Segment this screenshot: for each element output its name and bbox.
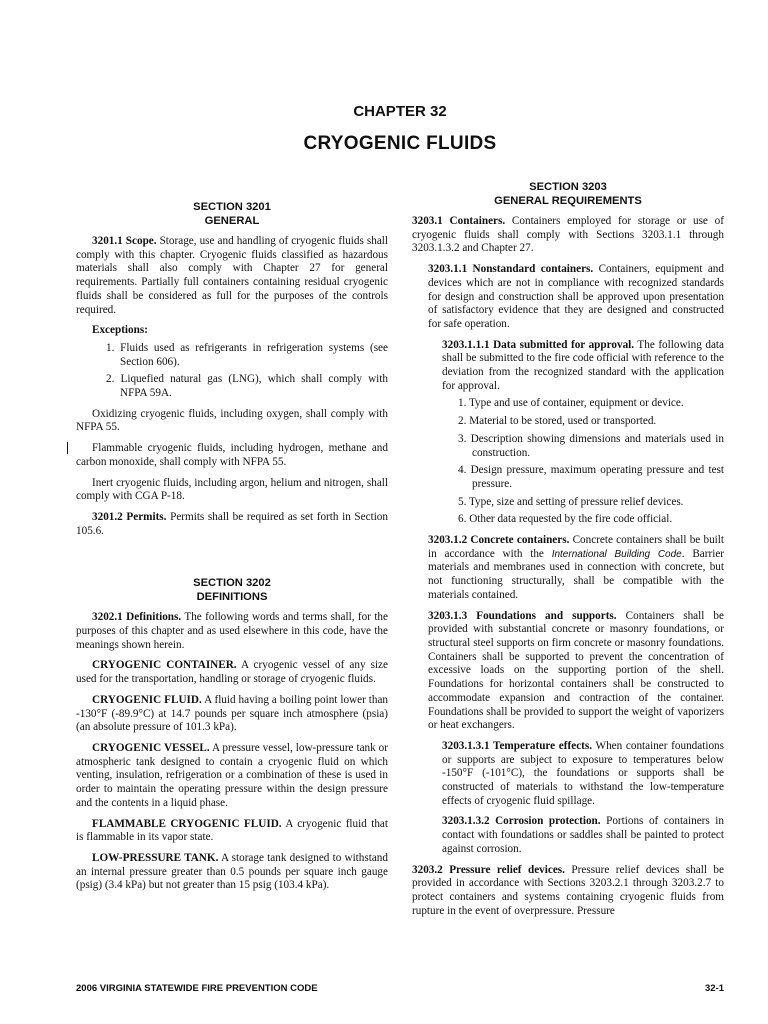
paragraph-flammable: Flammable cryogenic fluids, including hydrogen, methane and carbon monoxide, shall comply with NFPA 55. (76, 442, 388, 468)
paragraph-3203-1-2-text-a: Concrete containers shall be built in accordance with the (428, 534, 724, 560)
definition (76, 818, 388, 845)
definition (76, 742, 388, 811)
paragraph-3203-1-2 (412, 534, 724, 603)
definition (76, 852, 388, 893)
paragraph-3203-1-1-head: 3203.1.1 Nonstandard containers. (428, 263, 594, 276)
section-3201-number: SECTION 3201 (193, 201, 271, 213)
paragraph-3203-1-2-head: 3203.1.2 Concrete containers. (428, 534, 570, 547)
definition-text: A cryogenic vessel of any size used for the transportation, handling or storage of cryogenic fluids. (76, 659, 388, 686)
left-column (76, 200, 388, 893)
change-bar (67, 442, 68, 454)
paragraph-3203-1-3-1 (412, 740, 724, 809)
paragraph-3202-1-head: 3202.1 Definitions. (92, 611, 182, 624)
data-items-list (412, 397, 724, 527)
data-item: 1. Type and use of container, equipment or device. (458, 397, 684, 410)
footer-code-title: 2006 VIRGINIA STATEWIDE FIRE PREVENTION CODE (76, 983, 318, 994)
paragraph-3203-2-text: Pressure relief devices shall be provided in accordance with Sections 3203.2.1 through 3203.2.7 to protect containers and systems containing cryogenic fluids from rupture in the event of overpressure. Pressure (412, 863, 724, 917)
data-item: 2. Material to be stored, used or transported. (458, 415, 657, 428)
right-column (412, 180, 724, 918)
paragraph-3203-1-2-text-b: . Barrier materials and membranes used in connection with concrete, but not functioning structurally, shall be compatible with the materials contained. (428, 547, 725, 601)
paragraph-3203-1-1 (412, 263, 724, 332)
page-number: 32-1 (704, 983, 724, 994)
paragraph-3203-1-text: Containers employed for storage or use of cryogenic fluids shall comply with Sections 3203.1.1 through 3203.1.3.2 and Chapter 27. (412, 215, 724, 255)
definition-term: CRYOGENIC FLUID. (92, 693, 202, 706)
chapter-title: CRYOGENIC FLUIDS (303, 133, 497, 154)
page-footer (76, 983, 724, 994)
paragraph-3203-1 (412, 215, 724, 256)
exceptions-list (76, 342, 388, 401)
paragraph-3201-1 (76, 235, 388, 317)
definition-term: CRYOGENIC VESSEL. (92, 741, 210, 754)
data-item: 3. Description showing dimensions and materials used in construction. (458, 432, 724, 459)
definition-term: CRYOGENIC CONTAINER. (92, 659, 237, 672)
ibc-reference: International Building Code (551, 548, 682, 560)
paragraph-3202-1 (76, 611, 388, 652)
paragraph-3203-1-3-1-head: 3203.1.3.1 Temperature effects. (442, 739, 593, 752)
exceptions-title: Exceptions: (92, 324, 148, 337)
definition-text: A storage tank designed to withstand an internal pressure greater than 0.5 pounds per square inch gauge (psig) (3.4 kPa) but not greater than 15 psig (103.4 kPa). (76, 851, 388, 892)
section-3203-title: GENERAL REQUIREMENTS (494, 195, 642, 207)
paragraph-3203-2 (412, 864, 724, 919)
definition-text: A pressure vessel, low-pressure tank or atmospheric tank designed to contain a cryogenic fluid on which venting, insulation, refrigeration or a combination of these is used in order to maintain the operating pressure within the design pressure and the contents in a liquid phase. (76, 741, 389, 809)
section-3201-title: GENERAL (204, 215, 260, 227)
definition (76, 694, 388, 735)
definition-text: A cryogenic fluid that is flammable in its vapor state. (76, 817, 388, 844)
paragraph-3203-1-head: 3203.1 Containers. (412, 215, 506, 227)
definition-term: LOW-PRESSURE TANK. (92, 851, 219, 864)
paragraph-3203-1-3-1-text: When container foundations or supports are subject to exposure to temperatures below -150°F (-101°C), the foundations or supports shall be constructed of materials to withstand the low-temperature effects of cryogenic fluid spillage. (442, 739, 724, 807)
paragraph-3203-2-head: 3203.2 Pressure relief devices. (412, 863, 565, 876)
data-item: 4. Design pressure, maximum operating pressure and test pressure. (458, 464, 724, 490)
paragraph-oxidizing: Oxidizing cryogenic fluids, including oxygen, shall comply with NFPA 55. (76, 407, 388, 434)
paragraph-3203-1-3-2 (412, 815, 724, 856)
paragraph-3203-1-3-2-head: 3203.1.3.2 Corrosion protection. (442, 815, 601, 828)
definition (76, 659, 388, 686)
paragraph-3203-1-3-head: 3203.1.3 Foundations and supports. (428, 609, 617, 622)
section-3202-number: SECTION 3202 (193, 577, 271, 590)
paragraph-3203-1-3-2-text: Portions of containers in contact with foundations or saddles shall be painted to protect against corrosion. (442, 815, 724, 855)
definition-term: FLAMMABLE CRYOGENIC FLUID. (92, 817, 282, 830)
paragraph-3201-2-head: 3201.2 Permits. (92, 510, 167, 523)
paragraph-3203-1-1-1-text: The following data shall be submitted to the fire code official with reference to the deviation from the recognized standard with the application for approval. (442, 338, 724, 392)
paragraph-3203-1-3-text: Containers shall be provided with substantial concrete or masonry foundations, or structural steel supports on firm concrete or masonry foundations. Containers shall be supported to prevent the concentration of excessive loads on the supporting portion of the shell. Foundations for horizontal containers shall be constructed to accommodate expansion and contraction of the container. Foundations shall be provided to support the weight of vaporizers or heat exchangers. (428, 609, 724, 732)
section-3202-title: DEFINITIONS (196, 591, 268, 604)
exception-item: 1. Fluids used as refrigerants in refrigeration systems (see Section 606). (106, 341, 388, 368)
paragraph-3203-1-3 (412, 610, 724, 733)
paragraph-3203-1-1-1 (412, 339, 724, 394)
paragraph-3202-1-text: The following words and terms shall, for the purposes of this chapter and as used elsewhere in this code, have the meanings shown herein. (76, 611, 388, 651)
exception-item: 2. Liquefied natural gas (LNG), which shall comply with NFPA 59A. (106, 373, 388, 400)
paragraph-3201-2-text: Permits shall be required as set forth in Section 105.6. (76, 510, 388, 537)
data-item: 5. Type, size and setting of pressure relief devices. (458, 495, 684, 508)
paragraph-3201-1-head: 3201.1 Scope. (92, 235, 157, 247)
paragraph-3201-2 (76, 511, 388, 538)
data-item: 6. Other data requested by the fire code official. (458, 513, 673, 526)
section-3203-number: SECTION 3203 (529, 181, 607, 193)
paragraph-3203-1-1-text: Containers, equipment and devices which are not in compliance with recognized standards for design and construction shall be approved upon presentation of satisfactory evidence that they are designed and constructed for safe operation. (428, 263, 724, 330)
paragraph-inert: Inert cryogenic fluids, including argon, helium and nitrogen, shall comply with CGA P-18. (76, 476, 388, 503)
chapter-label: CHAPTER 32 (353, 103, 447, 120)
definition-text: A fluid having a boiling point lower than -130°F (-89.9°C) at 14.7 pounds per square inch atmosphere (psia) (an absolute pressure of 101.3 kPa). (76, 693, 389, 734)
paragraph-3201-1-text: Storage, use and handling of cryogenic fluids shall comply with this chapter. Cryogenic fluids classified as hazardous materials shall also comply with Chapter 27 for general requirements. Partially full containers containing residual cryogenic fluids shall be considered as full for the purposes of the controls required. (76, 235, 388, 316)
paragraph-3203-1-1-1-head: 3203.1.1.1 Data submitted for approval. (442, 338, 635, 351)
